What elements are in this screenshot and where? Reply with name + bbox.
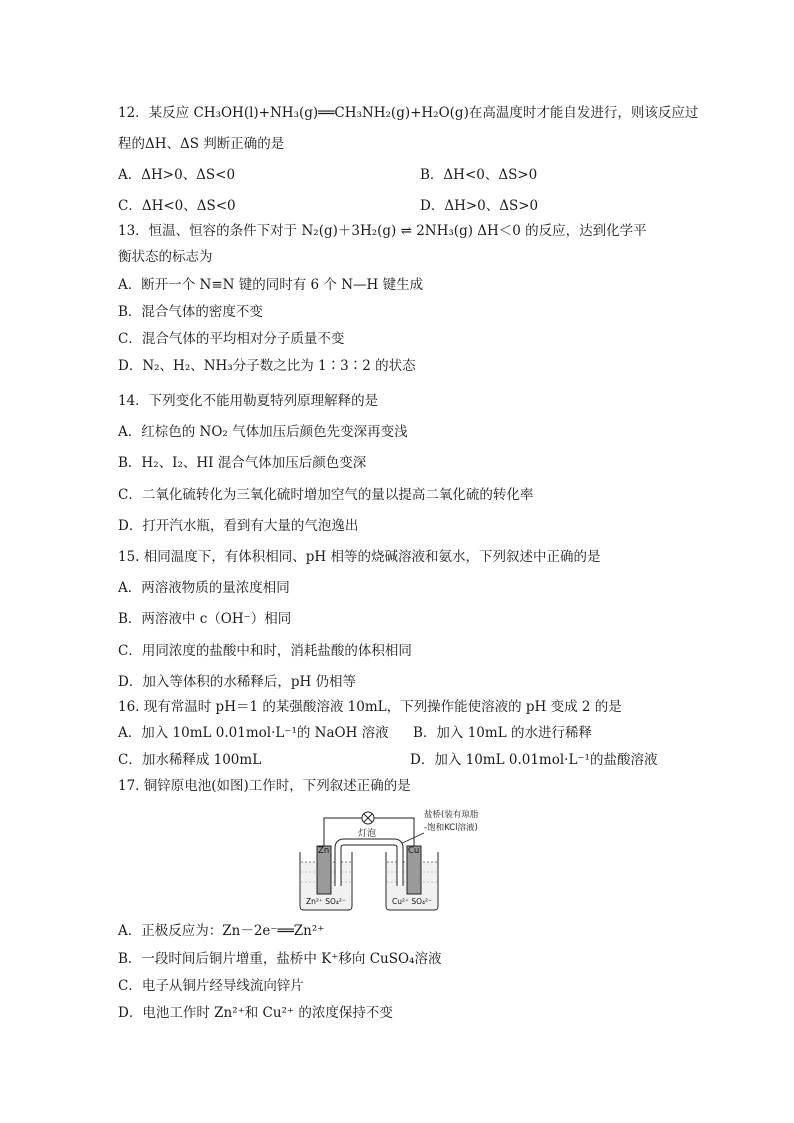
bulb-icon [362, 812, 374, 824]
q14-option-b: B．H₂、I₂、HI 混合气体加压后颜色变深 [118, 455, 367, 471]
right-solution-label: Cu²⁺ SO₄²⁻ [392, 897, 432, 906]
q17-option-a: A．正极反应为：Zn－2e⁻══Zn²⁺ [118, 923, 325, 939]
q16-stem: 16. 现有常温时 pH＝1 的某强酸溶液 10mL，下列操作能使溶液的 pH 变成 2 的是 [118, 699, 622, 715]
q13-stem-line1: 13．恒温、恒容的条件下对于 N₂(g)＋3H₂(g) ⇌ 2NH₃(g) ΔH＜0 的反应，达到化学平 [118, 223, 647, 239]
q14-option-d: D．打开汽水瓶，看到有大量的气泡逸出 [118, 518, 359, 534]
galvanic-cell-diagram [296, 806, 496, 912]
q13-option-d: D．N₂、H₂、NH₃分子数之比为 1∶3∶2 的状态 [118, 358, 416, 374]
q17-option-d: D．电池工作时 Zn²⁺和 Cu²⁺ 的浓度保持不变 [118, 1005, 393, 1021]
left-solution-label: Zn²⁺ SO₄²⁻ [306, 897, 346, 906]
q13-option-a: A．断开一个 N≡N 键的同时有 6 个 N—H 键生成 [118, 277, 424, 293]
q12-stem-line1: 12．某反应 CH₃OH(l)+NH₃(g)══CH₃NH₂(g)+H₂O(g)在高温度时才能自发进行，则该反应过 [118, 105, 699, 121]
q17-option-c: C．电子从铜片经导线流向锌片 [118, 978, 304, 994]
salt-bridge-label-2: -饱和KCl溶液) [424, 823, 478, 833]
q15-option-a: A．两溶液物质的量浓度相同 [118, 580, 290, 596]
q12-option-a: A．ΔH>0、ΔS<0 [118, 167, 236, 183]
cu-label: Cu [408, 846, 420, 856]
q16-option-b: B．加入 10mL 的水进行稀释 [413, 725, 592, 741]
q16-option-d: D．加入 10mL 0.01mol·L⁻¹的盐酸溶液 [410, 752, 658, 768]
q15-option-c: C．用同浓度的盐酸中和时，消耗盐酸的体积相同 [118, 643, 412, 659]
q12-option-b: B．ΔH<0、ΔS>0 [420, 167, 538, 183]
q15-option-d: D．加入等体积的水稀释后，pH 仍相等 [118, 674, 357, 690]
salt-bridge-label-1: 盐桥(装有琼脂 [424, 810, 479, 820]
q14-option-c: C．二氧化硫转化为三氧化硫时增加空气的量以提高二氧化硫的转化率 [118, 487, 534, 503]
zn-label: Zn [318, 846, 330, 856]
q15-stem: 15. 相同温度下，有体积相同、pH 相等的烧碱溶液和氨水，下列叙述中正确的是 [118, 549, 601, 565]
bulb-label: 灯泡 [358, 829, 377, 839]
q15-option-b: B．两溶液中 c（OH⁻）相同 [118, 611, 292, 627]
q13-stem-line2: 衡状态的标志为 [118, 249, 213, 265]
q17-stem: 17. 铜锌原电池(如图)工作时，下列叙述正确的是 [118, 778, 411, 794]
q12-option-c: C．ΔH<0、ΔS<0 [118, 198, 236, 214]
q14-option-a: A．红棕色的 NO₂ 气体加压后颜色先变深再变浅 [118, 424, 408, 440]
q12-option-d: D．ΔH>0、ΔS>0 [420, 198, 539, 214]
q17-option-b: B．一段时间后铜片增重，盐桥中 K⁺移向 CuSO₄溶液 [118, 951, 442, 967]
q14-stem: 14．下列变化不能用勒夏特列原理解释的是 [118, 393, 379, 409]
q16-option-a: A．加入 10mL 0.01mol·L⁻¹的 NaOH 溶液 [118, 725, 389, 741]
q13-option-c: C．混合气体的平均相对分子质量不变 [118, 331, 345, 347]
q13-option-b: B．混合气体的密度不变 [118, 304, 263, 320]
q12-stem-line2: 程的ΔH、ΔS 判断正确的是 [118, 136, 285, 152]
q16-option-c: C．加水稀释成 100mL [118, 752, 262, 768]
